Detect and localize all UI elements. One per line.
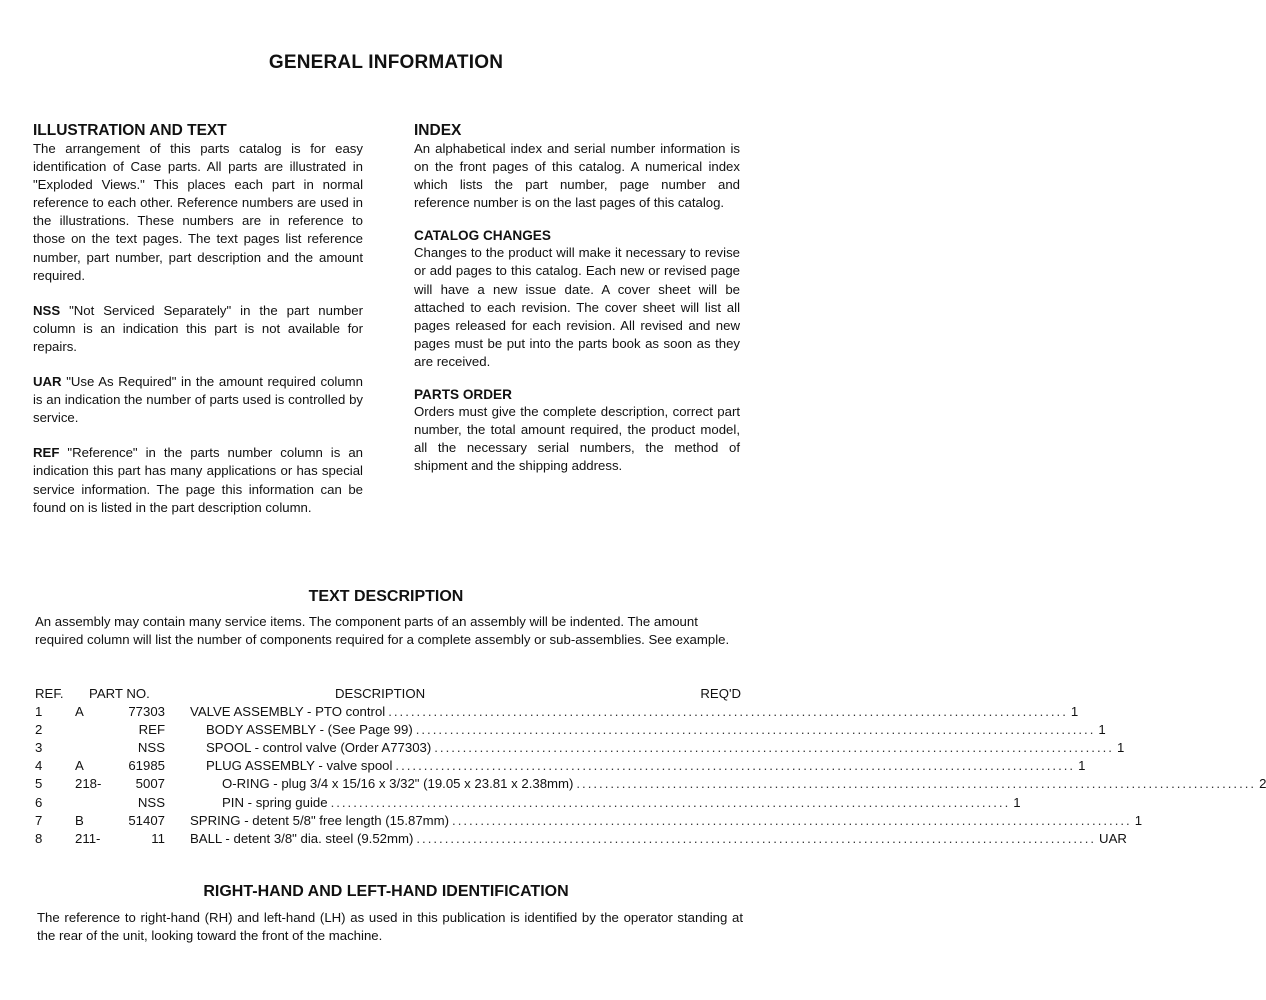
row-description-cell (190, 830, 1127, 848)
uar-term: UAR (33, 374, 62, 390)
right-column (414, 121, 740, 475)
row-qty: 1 (1116, 740, 1125, 756)
row-description-cell (190, 812, 1143, 830)
ref-paragraph (33, 444, 363, 516)
leader-dots: ........................................................................................................................ (416, 830, 1097, 846)
row-description-cell (190, 739, 1125, 757)
row-description-cell (190, 775, 1266, 793)
page-title: GENERAL INFORMATION (268, 52, 504, 73)
row-description: SPRING - detent 5/8" free length (15.87mm) (190, 812, 450, 828)
row-ref: 6 (35, 794, 43, 810)
catalog-changes-paragraph: Changes to the product will make it necessary to revise or add pages to this catalog. Each new or revised page will have a new issue date. A cover sheet will be attached to each revision. The cover sheet will list all pages released for each revision. All revised and new pages must be put into the parts book as soon as they are received. (414, 245, 740, 369)
header-part-no: PART NO. (89, 686, 150, 701)
row-description-cell (190, 794, 1021, 812)
row-part-prefix: A (75, 704, 84, 720)
header-ref: REF. (35, 686, 64, 701)
row-qty: 2 (1259, 776, 1266, 792)
row-part-prefix: B (75, 812, 84, 828)
row-ref: 1 (35, 704, 43, 720)
leader-dots: ........................................................................................................................ (576, 776, 1257, 792)
leader-dots: ........................................................................................................................ (388, 704, 1068, 720)
table-row (35, 739, 1125, 757)
left-column (33, 121, 363, 517)
parts-table-body (35, 703, 1266, 848)
row-qty: UAR (1099, 830, 1127, 846)
row-part-number: NSS (137, 740, 165, 756)
row-description-cell (190, 757, 1086, 775)
row-part-number: 77303 (128, 704, 165, 720)
illustration-heading: ILLUSTRATION AND TEXT (33, 122, 227, 139)
row-description: O-RING - plug 3/4 x 15/16 x 3/32" (19.05 x 23.81 x 2.38mm) (222, 776, 574, 792)
row-part-prefix: A (75, 758, 84, 774)
row-ref: 7 (35, 812, 43, 828)
leader-dots: ........................................................................................................................ (330, 794, 1011, 810)
row-ref: 2 (35, 722, 43, 738)
header-description: DESCRIPTION (335, 686, 426, 701)
nss-text: "Not Serviced Separately" in the part number column is an indication this part is not available for repairs. (33, 302, 363, 354)
row-part-number: 11 (151, 830, 165, 846)
row-ref: 4 (35, 758, 43, 774)
leader-dots: ........................................................................................................................ (452, 812, 1132, 828)
row-description: BODY ASSEMBLY - (See Page 99) (206, 722, 413, 738)
leader-dots: ........................................................................................................................ (434, 740, 1114, 756)
row-part-number: NSS (137, 794, 165, 810)
table-row (35, 775, 1266, 793)
table-row (35, 721, 1106, 739)
row-qty: 1 (1070, 704, 1079, 720)
row-part-number: 61985 (128, 758, 165, 774)
row-part-number: 51407 (128, 812, 165, 828)
index-paragraph: An alphabetical index and serial number information is on the front pages of this catalog. A numerical index which lists the part number, page number and reference number is on the last pages of this catalog. (414, 141, 740, 211)
ref-term: REF (33, 445, 60, 461)
row-qty: 1 (1134, 812, 1143, 828)
row-description: SPOOL - control valve (Order A77303) (206, 740, 432, 756)
catalog-changes-heading: CATALOG CHANGES (414, 228, 551, 244)
row-part-prefix: 218- (75, 776, 102, 792)
parts-table (35, 685, 1266, 848)
parts-order-paragraph: Orders must give the complete description, correct part number, the total amount required, the product model, all the necessary serial numbers, the method of shipment and the shipping address. (414, 404, 740, 474)
table-row (35, 830, 1127, 848)
uar-paragraph (33, 373, 363, 427)
parts-table-header (35, 685, 741, 703)
table-row (35, 757, 1086, 775)
table-row (35, 812, 1143, 830)
nss-paragraph (33, 302, 363, 356)
row-description: BALL - detent 3/8" dia. steel (9.52mm) (190, 830, 414, 846)
parts-order-heading: PARTS ORDER (414, 387, 512, 403)
index-heading: INDEX (414, 122, 462, 139)
illustration-paragraph: The arrangement of this parts catalog is for easy identification of Case parts. All parts are illustrated in "Exploded Views." This places each part in normal reference to each other. Reference numbers are used in the illustrations. These numbers are in reference to those on the text pages. The text pages list reference number, part number, part description and the amount required. (33, 141, 363, 283)
leader-dots: ........................................................................................................................ (395, 758, 1076, 774)
nss-term: NSS (33, 302, 61, 318)
row-ref: 3 (35, 740, 43, 756)
row-qty: 1 (1078, 758, 1086, 774)
row-part-prefix: 211- (75, 830, 101, 846)
row-description: PLUG ASSEMBLY - valve spool (206, 758, 393, 774)
ref-text: "Reference" in the parts number column is an indication this part has many applications or has special service information. The page this information can be found on is listed in the part description column. (33, 445, 363, 515)
row-ref: 8 (35, 830, 43, 846)
row-qty: 1 (1098, 722, 1106, 738)
rhlh-heading: RIGHT-HAND AND LEFT-HAND IDENTIFICATION (203, 883, 569, 900)
row-part-number: REF (138, 722, 165, 738)
table-row (35, 703, 1079, 721)
uar-text: "Use As Required" in the amount required column is an indication the number of parts used is controlled by service. (33, 374, 363, 426)
row-description-cell (190, 703, 1079, 721)
leader-dots: ........................................................................................................................ (415, 722, 1096, 738)
text-description-paragraph: An assembly may contain many service items. The component parts of an assembly will be indented. The amount required column will list the number of components required for a complete assembly or sub-assemblies. See example. (35, 614, 730, 648)
row-description-cell (190, 721, 1106, 739)
row-description: PIN - spring guide (222, 794, 328, 810)
row-description: VALVE ASSEMBLY - PTO control (190, 704, 386, 720)
table-row (35, 794, 1021, 812)
header-reqd: REQ'D (700, 686, 741, 701)
rhlh-paragraph: The reference to right-hand (RH) and left-hand (LH) as used in this publication is identified by the operator standing at the rear of the unit, looking toward the front of the machine. (37, 910, 743, 944)
text-description-heading: TEXT DESCRIPTION (308, 588, 464, 605)
row-part-number: 5007 (135, 776, 165, 792)
row-qty: 1 (1013, 794, 1021, 810)
row-ref: 5 (35, 776, 43, 792)
